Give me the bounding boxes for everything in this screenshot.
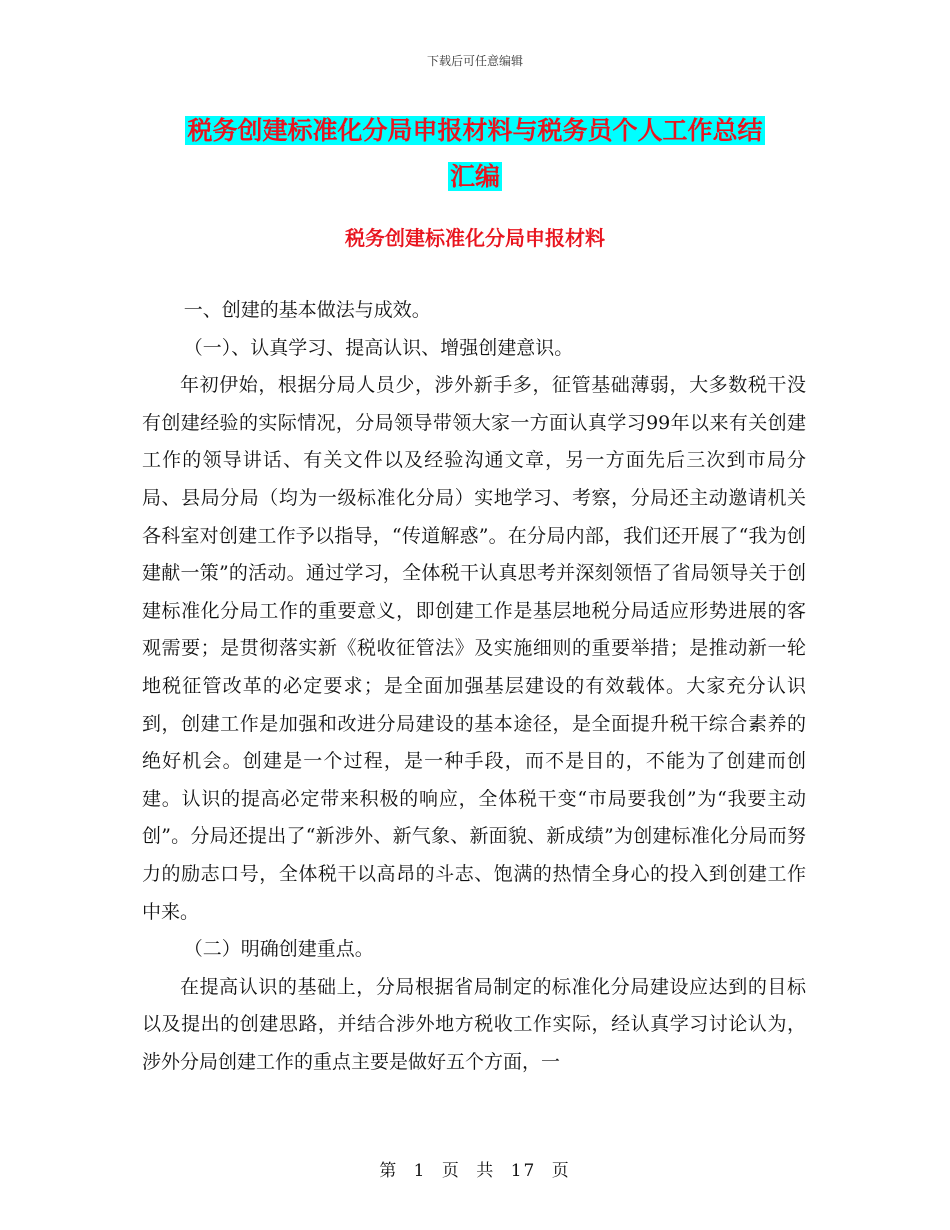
body-paragraph: 年初伊始，根据分局人员少，涉外新手多，征管基础薄弱，大多数税干没有创建经验的实际情况，分局领导带领大家一方面认真学习99年以来有关创建工作的领导讲话、有关文件以及经验沟通文章，另一方面先后三次到市局分局、县局分局（均为一级标准化分局）实地学习、考察，分局还主动邀请机关各科室对创建工作予以指导，“传道解惑”。在分局内部，我们还开展了“我为创建献一策”的活动。通过学习，全体税干认真思考并深刻领悟了省局领导关于创建标准化分局工作的重要意义，即创建工作是基层地税分局适应形势进展的客观需要；是贯彻落实新《税收征管法》及实施细则的重要举措；是推动新一轮地税征管改革的必定要求；是全面加强基层建设的有效载体。大家充分认识到，创建工作是加强和改进分局建设的基本途径，是全面提升税干综合素养的绝好机会。创建是一个过程，是一种手段，而不是目的，不能为了创建而创建。认识的提高必定带来积极的响应，全体税干变“市局要我创”为“我要主动创”。分局还提出了“新涉外、新气象、新面貌、新成绩”为创建标准化分局而努力的励志口号，全体税干以高昂的斗志、饱满的热情全身心的投入到创建工作中来。 xyxy=(142,374,806,923)
header-note: 下载后可任意编辑 xyxy=(426,54,523,68)
title-line-1: 税务创建标准化分局申报材料与税务员个人工作总结 xyxy=(187,116,763,145)
title-line-2: 汇编 xyxy=(449,162,500,191)
document-body xyxy=(142,292,806,1081)
page-number: 1 xyxy=(413,1161,427,1181)
footer-prefix: 第 xyxy=(379,1161,399,1181)
footer-page-label: 页 xyxy=(441,1161,461,1181)
page-footer xyxy=(0,1156,950,1181)
total-pages: 17 xyxy=(510,1161,537,1181)
heading-level-1: 一、创建的基本做法与成效。 xyxy=(183,299,431,321)
heading-level-2: （一）、认真学习、提高认识、增强创建意识。 xyxy=(183,336,574,359)
heading-level-2: （二）明确创建重点。 xyxy=(183,938,374,961)
section-title: 税务创建标准化分局申报材料 xyxy=(345,226,605,250)
footer-total-label: 共 xyxy=(476,1161,496,1181)
body-paragraph: 在提高认识的基础上，分局根据省局制定的标准化分局建设应达到的目标以及提出的创建思路，并结合涉外地方税收工作实际，经认真学习讨论认为，涉外分局创建工作的重点主要是做好五个方面，一 xyxy=(142,975,806,1073)
footer-suffix: 页 xyxy=(551,1161,571,1181)
document-title xyxy=(140,108,810,200)
